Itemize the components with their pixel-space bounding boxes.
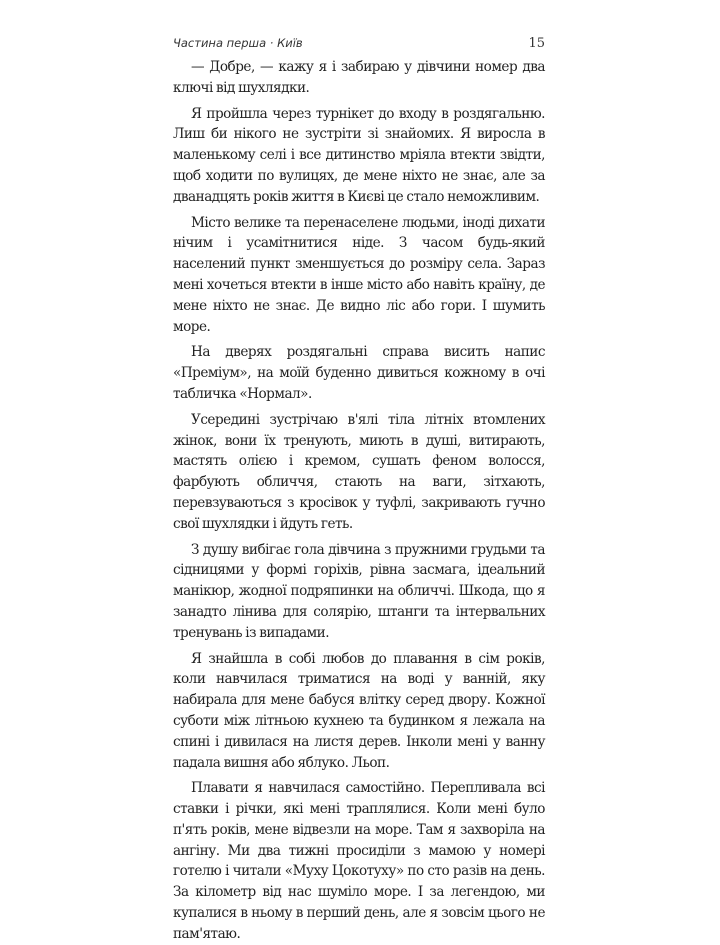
paragraph: — Добре, — кажу я і забираю у дівчини номер два ключі від шухлядки. [173,59,545,96]
section-title: Частина перша · Київ [173,36,303,50]
paragraph: Плавати я навчилася самостійно. Перепливала всі ставки і річки, які мені траплялися. Коли мені було п'ять років, мене відвезли на море. Там я захворіла на ангіну. Ми два тижні просиділи з мамою у номері готелю і читали «Муху Цокотуху» по сто разів на день. За кілометр від нас шуміло море. І за легендою, ми купалися в ньому в перший день, але я зовсім цього не пам'ятаю. [173,780,545,942]
paragraph: Усередині зустрічаю в'ялі тіла літніх втомлених жінок, вони їх тренують, миють в душі, витирають, мастять олією і кремом, сушать феном волосся, фарбують обличчя, стають на ваги, зітхають, перевзуваються з кросівок у туфлі, закривають гучно свої шухлядки і йдуть геть. [173,411,545,532]
body-text [173,57,545,945]
paragraph: Місто велике та перенаселене людьми, іноді дихати нічим і усамітнитися ніде. З часом будь-який населений пункт зменшується до розміру села. Зараз мені хочеться втекти в інше місто або навіть країну, де мене ніхто не знає. Де видно ліс або гори. І шумить море. [173,214,545,335]
book-page [173,36,545,942]
running-header [173,36,545,50]
paragraph: Я пройшла через турнікет до входу в роздягальню. Лиш би нікого не зустріти зі знайомих. Я виросла в маленькому селі і все дитинство мріяла втекти звідти, щоб ходити по вулицях, де мене ніхто не знає, але за дванадцять років життя в Києві це стало неможливим. [173,105,545,205]
paragraph: З душу вибігає гола дівчина з пружними грудьми та сідницями у формі горіхів, рівна засмага, ідеальний манікюр, жодної подряпинки на обличчі. Шкода, що я занадто лінива для солярію, штанги та інтервальних тренувань із випадами. [173,541,545,641]
page-number: 15 [528,36,545,51]
paragraph: Я знайшла в собі любов до плавання в сім років, коли навчилася триматися на воді у ванній, яку набирала для мене бабуся влітку серед двору. Кожної суботи між літньою кухнею та будинком я лежала на спині і дивилася на листя дерев. Інколи мені у ванну падала вишня або яблуко. Льоп. [173,650,545,771]
paragraph: На дверях роздягальні справа висить напис «Преміум», на моїй буденно дивиться кожному в очі табличка «Нормал». [173,344,545,402]
